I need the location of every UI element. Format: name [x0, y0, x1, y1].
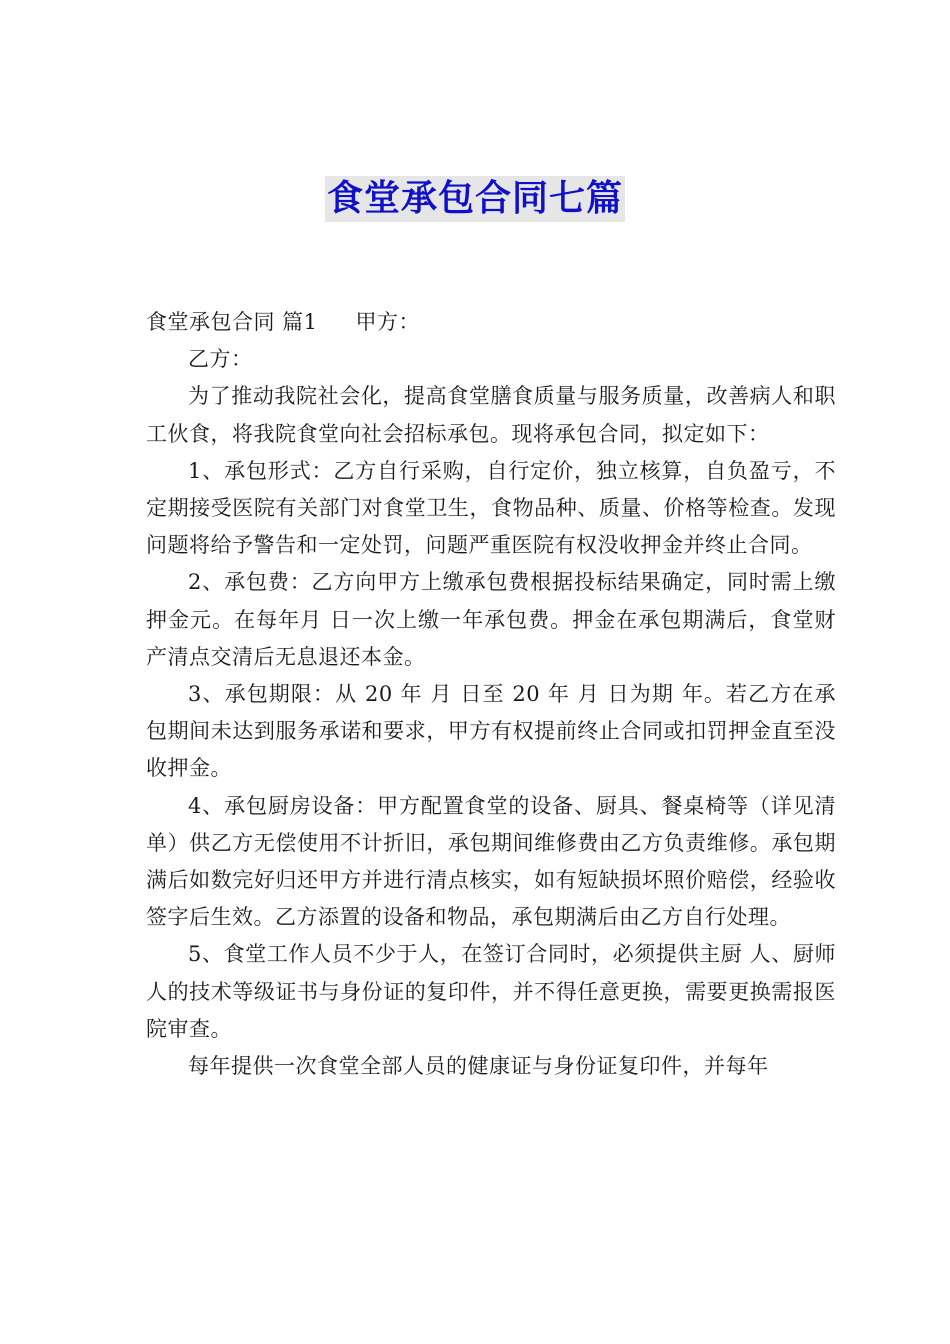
section-heading-line — [146, 304, 836, 341]
paragraph-clause-2: 2、承包费：乙方向甲方上缴承包费根据投标结果确定，同时需上缴押金元。在每年月 日一次上缴一年承包费。押金在承包期满后，食堂财产清点交清后无息退还本金。 — [146, 570, 836, 669]
section-heading: 食堂承包合同 篇1 — [146, 310, 318, 334]
title-container — [0, 176, 950, 222]
document-title: 食堂承包合同七篇 — [325, 176, 625, 222]
paragraph-clause-5: 5、食堂工作人员不少于人，在签订合同时，必须提供主厨 人、厨师 人的技术等级证书与身份证的复印件，并不得任意更换，需要更换需报医院审查。 — [146, 942, 836, 1041]
paragraph-clause-4: 4、承包厨房设备：甲方配置食堂的设备、厨具、餐桌椅等（详见清单）供乙方无偿使用不计折旧，承包期间维修费由乙方负责维修。承包期满后如数完好归还甲方并进行清点核实，如有短缺损坏照价赔偿，经验收签字后生效。乙方添置的设备和物品，承包期满后由乙方自行处理。 — [146, 793, 836, 930]
paragraph-intro: 为了推动我院社会化，提高食堂膳食质量与服务质量，改善病人和职工伙食，将我院食堂向社会招标承包。现将承包合同，拟定如下： — [146, 384, 836, 446]
party-b-line — [146, 341, 836, 378]
paragraph-clause-1: 1、承包形式：乙方自行采购，自行定价，独立核算，自负盈亏，不定期接受医院有关部门对食堂卫生，食物品种、质量、价格等检查。发现问题将给予警告和一定处罚，问题严重医院有权没收押金并终止合同。 — [146, 458, 836, 558]
document-body — [146, 304, 836, 1085]
party-a-label: 甲方： — [355, 310, 421, 334]
paragraph-clause-3: 3、承包期限：从 20 年 月 日至 20 年 月 日为期 年。若乙方在承包期间未达到服务承诺和要求，甲方有权提前终止合同或扣罚押金直至没收押金。 — [146, 682, 836, 781]
paragraph-health-certificates: 每年提供一次食堂全部人员的健康证与身份证复印件，并每年 — [188, 1054, 769, 1079]
party-b-label: 乙方： — [188, 347, 253, 372]
